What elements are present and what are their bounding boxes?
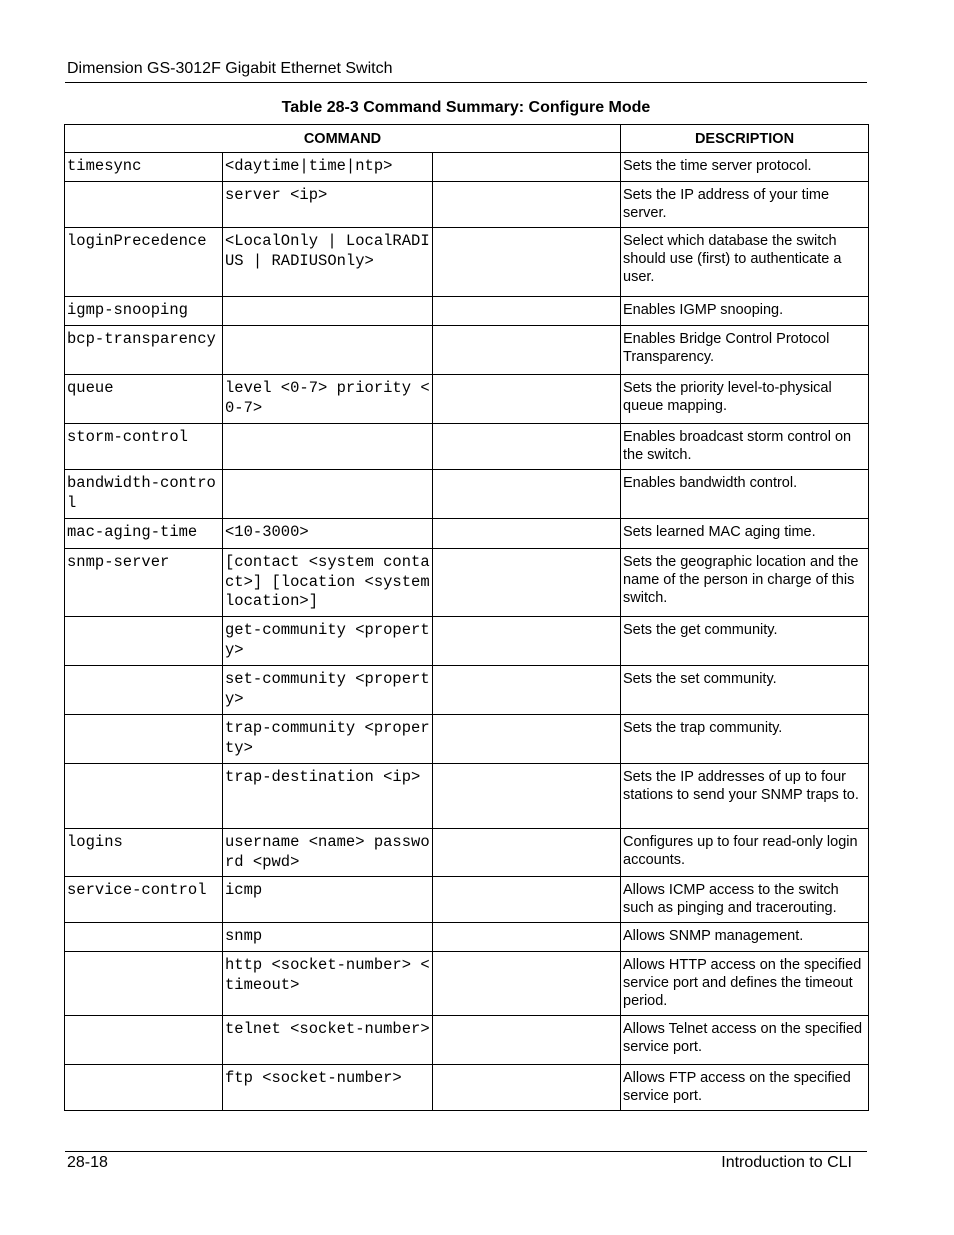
option-cell-text bbox=[433, 764, 620, 768]
command-cell-text bbox=[65, 952, 222, 956]
command-cell-text: timesync bbox=[67, 157, 142, 175]
table-row bbox=[65, 1065, 869, 1111]
parameter-cell bbox=[223, 182, 433, 228]
option-cell bbox=[433, 375, 621, 424]
option-cell bbox=[433, 153, 621, 182]
description-cell-text: Sets the priority level-to-physical queue mapping. bbox=[623, 380, 832, 414]
command-cell-text: bcp-transparency bbox=[67, 330, 216, 348]
command-cell bbox=[65, 877, 223, 923]
parameter-cell-text bbox=[223, 424, 432, 428]
option-cell-text bbox=[433, 617, 620, 621]
option-cell-text bbox=[433, 519, 620, 523]
parameter-cell bbox=[223, 715, 433, 764]
command-cell bbox=[65, 375, 223, 424]
option-cell bbox=[433, 877, 621, 923]
command-cell bbox=[65, 549, 223, 617]
command-cell-text: logins bbox=[67, 833, 123, 851]
description-column-header: DESCRIPTION bbox=[621, 125, 869, 153]
parameter-cell-text: ftp <socket-number> bbox=[225, 1069, 402, 1087]
parameter-cell bbox=[223, 326, 433, 375]
description-cell bbox=[621, 470, 869, 519]
parameter-cell-text: level <0-7> priority <0-7> bbox=[225, 379, 430, 417]
option-cell-text bbox=[433, 877, 620, 881]
parameter-cell-text: [contact <system contact>] [location <system location>] bbox=[225, 553, 439, 610]
description-cell bbox=[621, 326, 869, 375]
option-cell-text bbox=[433, 326, 620, 330]
command-cell bbox=[65, 666, 223, 715]
table-row bbox=[65, 764, 869, 829]
description-cell bbox=[621, 297, 869, 326]
command-cell-text bbox=[65, 764, 222, 768]
command-cell bbox=[65, 829, 223, 877]
parameter-cell bbox=[223, 424, 433, 470]
option-cell-text bbox=[433, 228, 620, 232]
description-cell-text: Enables broadcast storm control on the switch. bbox=[623, 429, 852, 463]
description-cell bbox=[621, 153, 869, 182]
parameter-cell-text: snmp bbox=[225, 927, 263, 945]
description-cell bbox=[621, 617, 869, 666]
description-cell-text: Sets the geographic location and the name of the person in charge of this switch. bbox=[623, 554, 859, 606]
command-cell bbox=[65, 617, 223, 666]
command-cell-text bbox=[65, 715, 222, 719]
option-cell bbox=[433, 519, 621, 549]
command-cell bbox=[65, 923, 223, 952]
command-cell-text: storm-control bbox=[67, 428, 188, 446]
option-cell-text bbox=[433, 1065, 620, 1069]
command-cell bbox=[65, 228, 223, 297]
parameter-cell bbox=[223, 153, 433, 182]
description-cell-text: Allows SNMP management. bbox=[623, 928, 804, 944]
command-cell-text: service-control bbox=[67, 881, 207, 899]
table-row bbox=[65, 228, 869, 297]
parameter-cell-text: <LocalOnly | LocalRADIUS | RADIUSOnly> bbox=[225, 232, 430, 270]
description-cell bbox=[621, 952, 869, 1016]
command-cell-text: bandwidth-control bbox=[67, 474, 216, 512]
option-cell bbox=[433, 470, 621, 519]
option-cell bbox=[433, 297, 621, 326]
parameter-cell-text: set-community <property> bbox=[225, 670, 430, 708]
description-cell-text: Sets the time server protocol. bbox=[623, 158, 812, 174]
description-cell bbox=[621, 519, 869, 549]
table-row bbox=[65, 952, 869, 1016]
option-cell-text bbox=[433, 424, 620, 428]
option-cell bbox=[433, 1016, 621, 1065]
table-row bbox=[65, 182, 869, 228]
option-cell bbox=[433, 424, 621, 470]
parameter-cell bbox=[223, 470, 433, 519]
command-cell bbox=[65, 326, 223, 375]
page-number: 28-18 bbox=[67, 1154, 108, 1171]
command-cell bbox=[65, 470, 223, 519]
description-cell bbox=[621, 228, 869, 297]
table-row bbox=[65, 297, 869, 326]
footer-divider bbox=[65, 1151, 867, 1152]
parameter-cell-text: telnet <socket-number> bbox=[225, 1020, 430, 1038]
option-cell bbox=[433, 715, 621, 764]
option-cell-text bbox=[433, 1016, 620, 1020]
description-cell bbox=[621, 424, 869, 470]
option-cell bbox=[433, 923, 621, 952]
description-cell bbox=[621, 1065, 869, 1111]
option-cell-text bbox=[433, 297, 620, 301]
option-cell bbox=[433, 326, 621, 375]
description-cell bbox=[621, 877, 869, 923]
command-cell-text: loginPrecedence bbox=[67, 232, 207, 250]
option-cell-text bbox=[433, 153, 620, 157]
parameter-cell bbox=[223, 923, 433, 952]
table-body bbox=[65, 153, 869, 1111]
description-cell-text: Sets the set community. bbox=[623, 671, 777, 687]
description-cell-text: Enables bandwidth control. bbox=[623, 475, 798, 491]
table-header-row bbox=[65, 125, 869, 153]
command-cell bbox=[65, 297, 223, 326]
description-cell-text: Allows ICMP access to the switch such as pinging and tracerouting. bbox=[623, 882, 839, 916]
table-row bbox=[65, 923, 869, 952]
option-cell-text bbox=[433, 182, 620, 186]
option-cell bbox=[433, 617, 621, 666]
description-cell-text: Sets the trap community. bbox=[623, 720, 783, 736]
parameter-cell bbox=[223, 829, 433, 877]
command-column-header: COMMAND bbox=[65, 125, 621, 153]
parameter-cell-text: <10-3000> bbox=[225, 523, 309, 541]
option-cell-text bbox=[433, 666, 620, 670]
option-cell-text bbox=[433, 952, 620, 956]
table-row bbox=[65, 153, 869, 182]
description-cell-text: Enables IGMP snooping. bbox=[623, 302, 784, 318]
parameter-cell-text bbox=[223, 470, 432, 474]
description-cell-text: Sets the IP addresses of up to four stations to send your SNMP traps to. bbox=[623, 769, 859, 803]
description-cell bbox=[621, 549, 869, 617]
table-row bbox=[65, 666, 869, 715]
parameter-cell bbox=[223, 1016, 433, 1065]
command-cell-text bbox=[65, 1065, 222, 1069]
command-cell bbox=[65, 764, 223, 829]
parameter-cell bbox=[223, 297, 433, 326]
parameter-cell-text: username <name> password <pwd> bbox=[225, 833, 430, 871]
table-row bbox=[65, 470, 869, 519]
section-title: Introduction to CLI bbox=[721, 1154, 852, 1171]
parameter-cell bbox=[223, 375, 433, 424]
command-cell-text bbox=[65, 923, 222, 927]
parameter-cell-text: trap-destination <ip> bbox=[225, 768, 421, 786]
table-title: Table 28-3 Command Summary: Configure Mode bbox=[281, 99, 651, 116]
parameter-cell-text: get-community <property> bbox=[225, 621, 430, 659]
option-cell-text bbox=[433, 470, 620, 474]
command-cell bbox=[65, 1065, 223, 1111]
description-cell-text: Allows FTP access on the specified service port. bbox=[623, 1070, 851, 1104]
command-cell bbox=[65, 153, 223, 182]
parameter-cell bbox=[223, 952, 433, 1016]
table-row bbox=[65, 424, 869, 470]
option-cell bbox=[433, 952, 621, 1016]
parameter-cell-text bbox=[223, 297, 432, 301]
option-cell-text bbox=[433, 715, 620, 719]
description-cell-text: Select which database the switch should use (first) to authenticate a user. bbox=[623, 233, 842, 285]
command-cell bbox=[65, 952, 223, 1016]
description-cell bbox=[621, 375, 869, 424]
parameter-cell-text: http <socket-number> <timeout> bbox=[225, 956, 430, 994]
parameter-cell bbox=[223, 617, 433, 666]
command-cell-text: mac-aging-time bbox=[67, 523, 198, 541]
description-cell bbox=[621, 1016, 869, 1065]
command-cell bbox=[65, 182, 223, 228]
description-cell bbox=[621, 764, 869, 829]
description-cell bbox=[621, 182, 869, 228]
description-cell bbox=[621, 923, 869, 952]
option-cell-text bbox=[433, 923, 620, 927]
description-cell-text: Enables Bridge Control Protocol Transparency. bbox=[623, 331, 830, 365]
option-cell bbox=[433, 1065, 621, 1111]
parameter-cell bbox=[223, 764, 433, 829]
parameter-cell bbox=[223, 549, 439, 617]
command-cell bbox=[65, 715, 223, 764]
command-cell-text: igmp-snooping bbox=[67, 301, 188, 319]
parameter-cell bbox=[223, 666, 433, 715]
parameter-cell bbox=[223, 877, 433, 923]
option-cell bbox=[433, 182, 621, 228]
description-cell-text: Sets the get community. bbox=[623, 622, 778, 638]
description-cell-text: Sets learned MAC aging time. bbox=[623, 524, 816, 540]
command-cell bbox=[65, 1016, 223, 1065]
description-cell bbox=[621, 829, 869, 877]
option-cell-text bbox=[433, 375, 620, 379]
option-cell-text bbox=[433, 829, 620, 833]
command-summary-table bbox=[64, 124, 869, 1111]
option-cell-text bbox=[433, 549, 620, 553]
description-cell-text: Allows Telnet access on the specified service port. bbox=[623, 1021, 863, 1055]
command-cell-text bbox=[65, 617, 222, 621]
parameter-cell-text: icmp bbox=[225, 881, 263, 899]
description-cell bbox=[621, 666, 869, 715]
parameter-cell-text: trap-community <property> bbox=[225, 719, 430, 757]
description-cell-text: Configures up to four read-only login accounts. bbox=[623, 834, 858, 868]
running-header: Dimension GS-3012F Gigabit Ethernet Switch bbox=[67, 60, 393, 77]
table-row bbox=[65, 375, 869, 424]
description-cell-text: Allows HTTP access on the specified service port and defines the timeout period. bbox=[623, 957, 862, 1009]
option-cell bbox=[433, 666, 621, 715]
parameter-cell-text bbox=[223, 326, 432, 330]
table-row bbox=[65, 326, 869, 375]
command-cell-text: snmp-server bbox=[67, 553, 170, 571]
table-row bbox=[65, 519, 869, 549]
description-cell-text: Sets the IP address of your time server. bbox=[623, 187, 830, 221]
command-cell bbox=[65, 424, 223, 470]
option-cell bbox=[433, 549, 621, 617]
parameter-cell bbox=[223, 228, 433, 297]
header-divider bbox=[65, 82, 867, 83]
description-cell bbox=[621, 715, 869, 764]
table-row bbox=[65, 877, 869, 923]
option-cell bbox=[433, 228, 621, 297]
command-cell-text bbox=[65, 666, 222, 670]
table-row bbox=[65, 617, 869, 666]
parameter-cell bbox=[223, 519, 433, 549]
command-cell-text bbox=[65, 182, 222, 186]
option-cell bbox=[433, 829, 621, 877]
parameter-cell-text: <daytime|time|ntp> bbox=[225, 157, 393, 175]
table-row bbox=[65, 549, 869, 617]
command-cell-text: queue bbox=[67, 379, 114, 397]
parameter-cell-text: server <ip> bbox=[225, 186, 328, 204]
parameter-cell bbox=[223, 1065, 433, 1111]
command-cell bbox=[65, 519, 223, 549]
table-row bbox=[65, 715, 869, 764]
option-cell bbox=[433, 764, 621, 829]
command-cell-text bbox=[65, 1016, 222, 1020]
table-row bbox=[65, 829, 869, 877]
table-row bbox=[65, 1016, 869, 1065]
